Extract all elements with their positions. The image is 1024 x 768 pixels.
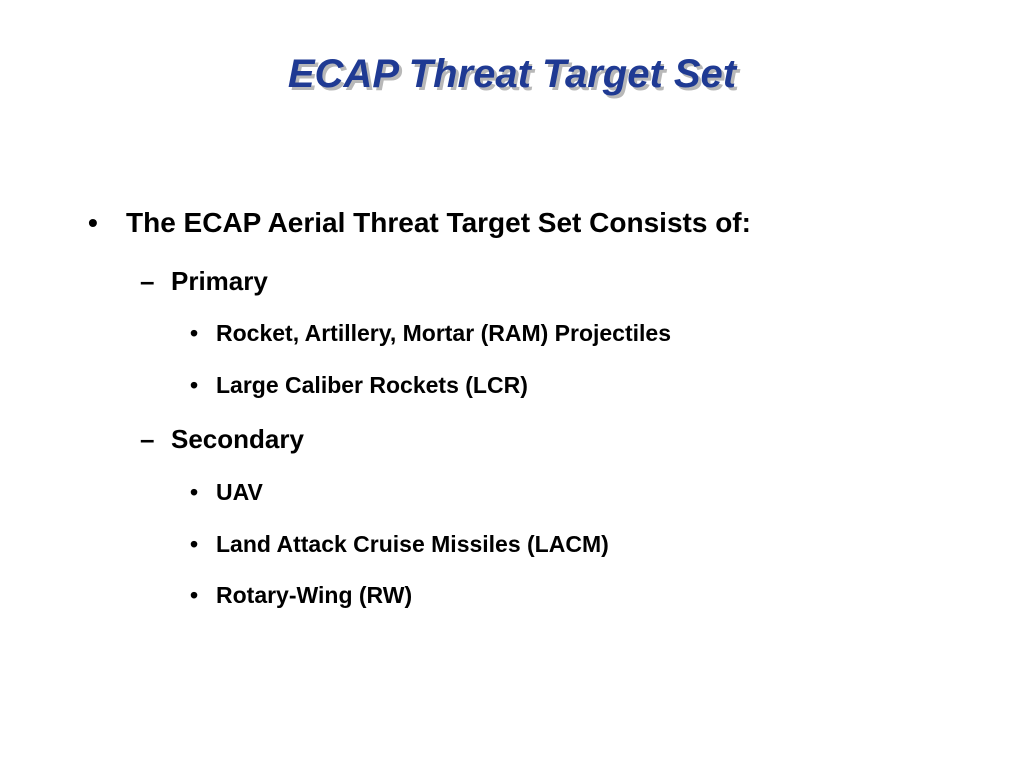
sub-bullet-marker: • <box>190 320 199 346</box>
secondary-item: UAV <box>216 479 263 505</box>
sub-bullet-marker: • <box>190 372 199 398</box>
primary-label: Primary <box>171 266 268 296</box>
bullet-marker: • <box>88 207 98 238</box>
dash-marker: – <box>140 424 155 454</box>
primary-item: Large Caliber Rockets (LCR) <box>216 372 528 398</box>
sub-bullet-marker: • <box>190 479 199 505</box>
sub-bullet-marker: • <box>190 582 199 608</box>
slide-title: ECAP Threat Target Set <box>287 52 737 96</box>
dash-marker: – <box>140 266 155 296</box>
main-bullet-text: The ECAP Aerial Threat Target Set Consists of: <box>126 207 751 238</box>
sub-bullet-marker: • <box>190 531 199 557</box>
primary-item: Rocket, Artillery, Mortar (RAM) Projectiles <box>216 320 671 346</box>
secondary-item: Rotary-Wing (RW) <box>216 582 413 608</box>
secondary-item: Land Attack Cruise Missiles (LACM) <box>216 531 609 557</box>
secondary-label: Secondary <box>171 424 304 454</box>
